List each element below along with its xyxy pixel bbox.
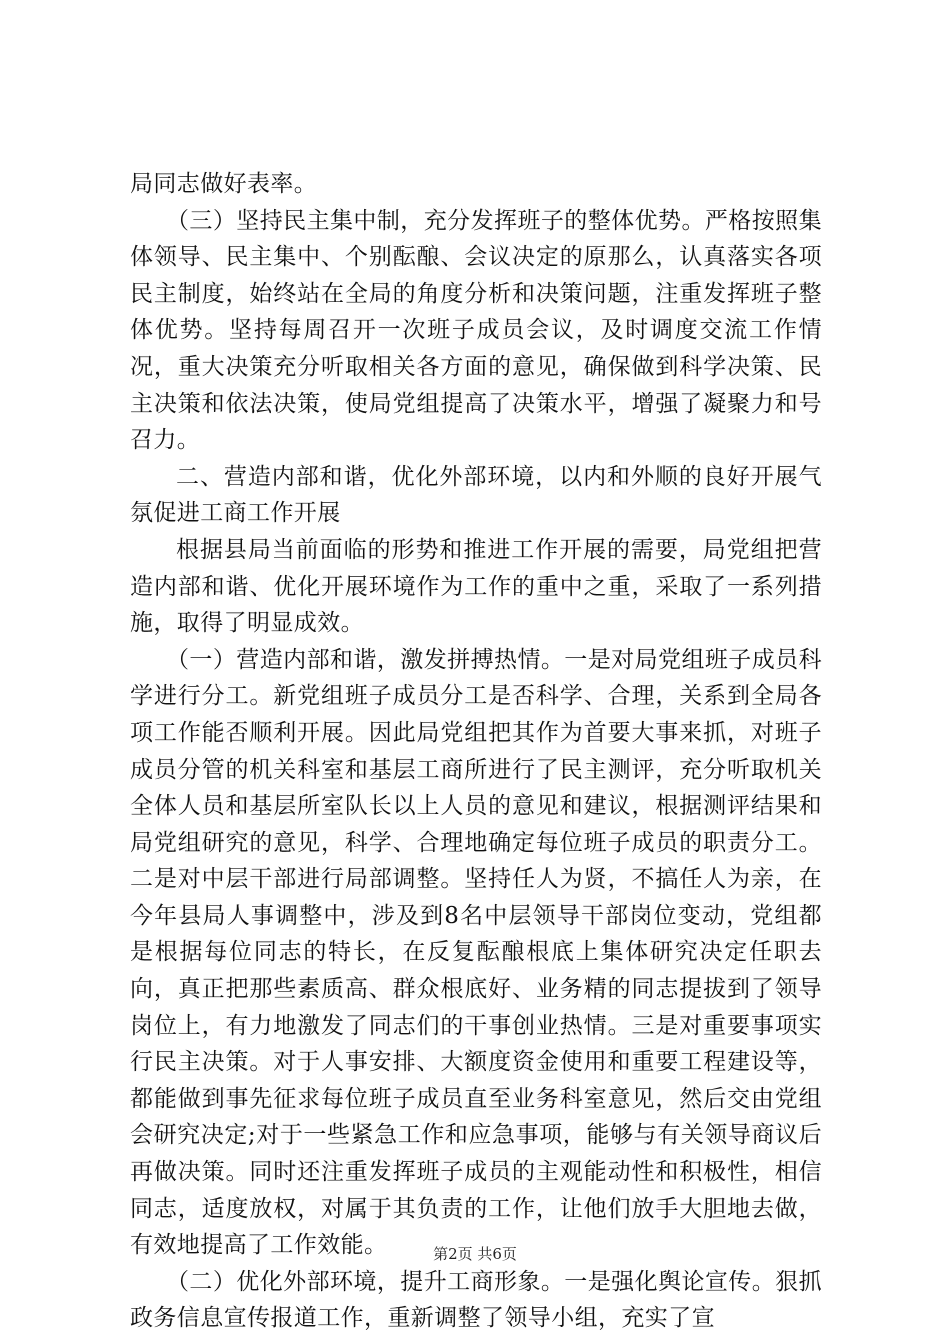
paragraph-subsection-two: （二）优化外部环境，提升工商形象。一是强化舆论宣传。狠抓政务信息宣传报道工作，重新调整了领导小组，充实了宣 xyxy=(130,1268,822,1332)
paragraph-intro: 根据县局当前面临的形势和推进工作开展的需要，局党组把营造内部和谐、优化开展环境作为工作的重中之重，采取了一系列措施，取得了明显成效。 xyxy=(130,536,822,637)
paragraph-subsection-one: （一）营造内部和谐，激发拼搏热情。一是对局党组班子成员科学进行分工。新党组班子成员分工是否科学、合理，关系到全局各项工作能否顺利开展。因此局党组把其作为首要大事来抓，对班子成员分管的机关科室和基层工商所进行了民主测评，充分听取机关全体人员和基层所室队长以上人员的意见和建议，根据测评结果和局党组研究的意见，科学、合理地确定每位班子成员的职责分工。二是对中层干部进行局部调整。坚持任人为贤，不搞任人为亲，在今年县局人事调整中，涉及到8名中层领导干部岗位变动，党组都是根据每位同志的特长，在反复酝酿根底上集体研究决定任职去向，真正把那些素质高、群众根底好、业务精的同志提拔到了领导岗位上，有力地激发了同志们的干事创业热情。三是对重要事项实行民主决策。对于人事安排、大额度资金使用和重要工程建设等，都能做到事先征求每位班子成员直至业务科室意见，然后交由党组会研究决定;对于一些紧急工作和应急事项，能够与有关领导商议后再做决策。同时还注重发挥班子成员的主观能动性和积极性，相信同志，适度放权，对属于其负责的工作，让他们放手大胆地去做，有效地提高了工作效能。 xyxy=(130,646,822,1259)
paragraph-continuation: 局同志做好表率。 xyxy=(130,171,318,197)
paragraph-section-three: （三）坚持民主集中制，充分发挥班子的整体优势。严格按照集体领导、民主集中、个别酝酿、会议决定的原那么，认真落实各项民主制度，始终站在全局的角度分析和决策问题，注重发挥班子整体优势。坚持每周召开一次班子成员会议，及时调度交流工作情况，重大决策充分听取相关各方面的意见，确保做到科学决策、民主决策和依法决策，使局党组提高了决策水平，增强了凝聚力和号召力。 xyxy=(130,207,822,454)
document-body xyxy=(130,166,822,1337)
page-footer: 第2页 共6页 xyxy=(433,1245,517,1263)
section-heading-two: 二、营造内部和谐，优化外部环境，以内和外顺的良好开展气氛促进工商工作开展 xyxy=(130,463,822,527)
